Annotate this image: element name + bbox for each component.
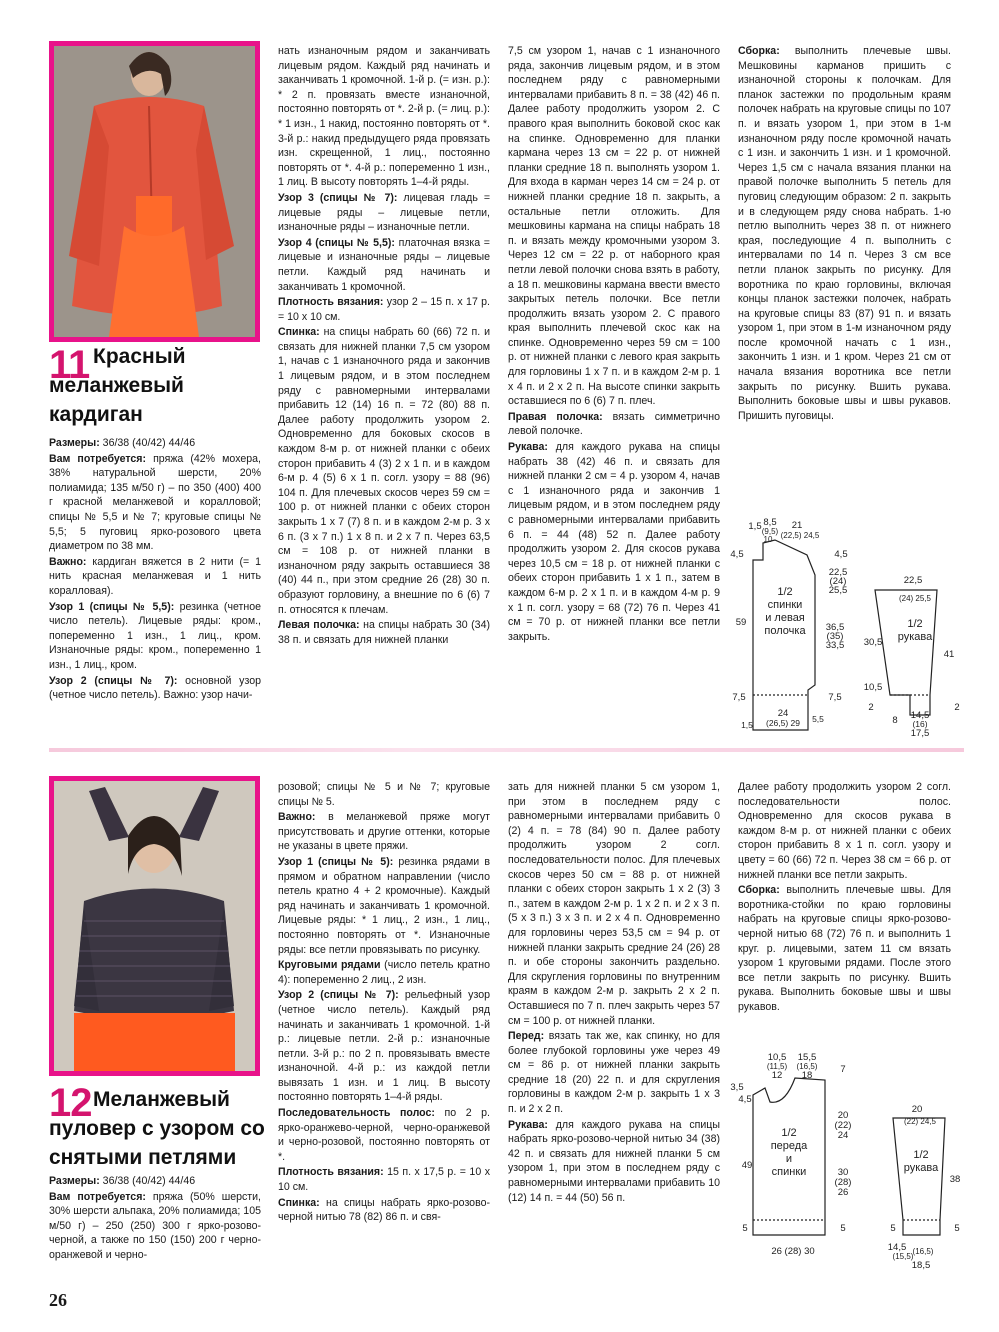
piece-label-line: рукава xyxy=(903,1162,939,1174)
paragraph-heading: Перед: xyxy=(508,1030,545,1043)
paragraph-text: 36/38 (40/42) 44/46 xyxy=(99,1175,196,1187)
dim-label: 14,5 xyxy=(887,1242,907,1253)
dim-label: 30 xyxy=(837,1167,849,1178)
dim-label: (26,5) 29 xyxy=(765,718,801,728)
dim-label: 41 xyxy=(943,649,955,660)
page-number: 26 xyxy=(49,1290,67,1310)
instruction-paragraph xyxy=(508,780,720,1028)
dim-label: 4,5 xyxy=(738,1094,752,1105)
paragraph-text: резинка рядами в прямом и обратном направлении (число петель кратно 4 + 2 кромочные). Каждый ряд начинать и заканчивать 1 кромочной. Лицевые ряды: * 1 лиц., 2 изн., 1 лиц., постоянно повторять от *. Изнаночные ряды: все петли провязывать по рисунку. xyxy=(278,855,490,956)
dim-label: 15,5 xyxy=(797,1052,817,1063)
paragraph-text: платочная вязка = лицевые и изнаночные ряды – лицевые петли. Каждый ряд начинать и заканчивать 1 кромочной. xyxy=(278,236,490,293)
paragraph-text: (число петель кратно 4): попеременно 2 лиц., 2 изн. xyxy=(278,959,490,986)
instruction-paragraph xyxy=(278,855,490,957)
dim-label: 20 xyxy=(911,1104,923,1115)
instruction-paragraph xyxy=(738,44,951,423)
piece-label xyxy=(771,1127,808,1178)
paragraph-text: розовой; спицы № 5 и № 7; круговые спицы № 5. xyxy=(278,781,490,808)
paragraph-text: лицевая гладь = лицевые ряды – лицевые петли, изнаночные ряды – изнаночные петли. xyxy=(278,191,490,234)
dim-label: 49 xyxy=(741,1160,753,1171)
instruction-paragraph xyxy=(278,958,490,987)
paragraph-heading: Важно: xyxy=(278,811,316,824)
piece-label xyxy=(764,586,806,637)
photo-melange-pullover xyxy=(49,776,260,1076)
paragraph-text: Далее работу продолжить узором 2 согл. последовательности полос. Одновременно для скосов рукава в каждом 8-м р. от нижней планки с обеих сторон прибавить 8 х 1 п. согл. узору и цвету = 60 (66) 72 п. Через 38 см = 66 р. от нижней планки все петли закрыть. xyxy=(738,781,951,881)
instruction-paragraph xyxy=(508,44,720,409)
pattern-title-line: Красный xyxy=(93,345,186,368)
dim-label: (22,5) 24,5 xyxy=(780,531,820,540)
instruction-paragraph xyxy=(49,1174,261,1189)
dim-label: 20 xyxy=(837,1110,849,1121)
instruction-paragraph xyxy=(278,1165,490,1194)
dim-label: 14,5 xyxy=(910,710,930,721)
piece-label-line: спинки xyxy=(767,599,803,611)
piece-label-line: 1/2 xyxy=(913,1149,929,1161)
dim-label: 59 xyxy=(735,617,747,628)
dim-label: (35) xyxy=(826,631,844,642)
paragraph-heading: Размеры: xyxy=(49,1175,100,1187)
paragraph-heading: Узор 1 (спицы № 5,5): xyxy=(49,600,175,613)
paragraph-heading: Вам потребуется: xyxy=(49,452,147,465)
dim-label: 2 xyxy=(954,702,960,713)
instruction-paragraph xyxy=(278,618,490,647)
dim-label: (22) xyxy=(834,1120,852,1131)
dim-label: 7,5 xyxy=(828,692,842,703)
dim-label: 5 xyxy=(890,1223,896,1234)
dim-label: 7,5 xyxy=(732,692,746,703)
dim-label: (16) xyxy=(912,719,928,729)
paragraph-text: резинка (четное число петель). Лицевые ряды: кром., попеременно 1 изн., 1 лиц., кром. Изнаночные ряды: кром., попеременно 1 изн., 1 лиц., кром. xyxy=(49,600,261,671)
paragraph-heading: Рукава: xyxy=(508,1118,548,1131)
instructions-column xyxy=(278,780,490,1226)
instruction-paragraph xyxy=(278,1106,490,1164)
dim-label: 4,5 xyxy=(834,549,848,560)
dim-label: (22) 24,5 xyxy=(903,1117,937,1126)
dim-label: 5 xyxy=(840,1223,846,1234)
instructions-column xyxy=(738,780,951,1016)
paragraph-heading: Сборка: xyxy=(738,45,780,57)
paragraph-text: основной узор (четное число петель). Важно: узор начи- xyxy=(49,674,261,702)
schematic-cardigan xyxy=(725,515,970,745)
paragraph-text: нать изнаночным рядом и заканчивать лицевым рядом. Каждый ряд начинать и заканчивать 1 кромочной. 1-й р. (= изн. р.): * 2 п. провязать вместе изнаночной, постоянно повторять от *. 2-й р. (= лиц. р.): * 1 изн., 1 накид, постоянно повторять от *. 3-й р.: накид предыдущего ряда провязать изн. скрещенной, 1 лиц., постоянно повторять от *. 4-й р.: попеременно 1 изн., 1 лиц. В высоту повторять 1–4-й ряды. xyxy=(278,45,490,189)
dim-label: 26 (28) 30 xyxy=(771,1246,815,1257)
instruction-paragraph xyxy=(508,440,720,644)
dim-label: 18,5 xyxy=(911,1260,931,1271)
piece-label-line: 1/2 xyxy=(777,586,793,598)
paragraph-text: для каждого рукава на спицы набрать ярко-розово-черной нитью 34 (38) 42 п. и связать для нижней планки 5 см узором 1, при этом в последнем ряду с равномерными интервалами прибавить 10 (12) 14 п. = 44 (50) 56 п. xyxy=(508,1118,720,1204)
instructions-column xyxy=(278,44,490,648)
photo-red-cardigan xyxy=(49,41,260,342)
paragraph-text: по 2 р. ярко-оранжево-черной, черно-оранжевой и черно-розовой, постоянно повторять от *. xyxy=(278,1107,490,1163)
dim-label: 22,5 xyxy=(828,567,848,578)
instructions-column xyxy=(49,436,261,704)
dim-label: 26 xyxy=(837,1187,849,1198)
piece-label xyxy=(904,1149,939,1174)
paragraph-heading: Вам потребуется: xyxy=(49,1190,146,1203)
piece-label-line: и xyxy=(785,1153,793,1165)
instructions-column xyxy=(49,1174,261,1264)
model-illustration xyxy=(54,46,255,337)
section-divider xyxy=(49,748,964,752)
paragraph-text: пряжа (50% шерсти, 30% шерсти альпака, 20% полиамида; 105 м/50 г) – 250 (250) 300 г ярко-розово-черной, а также по 150 (150) 200 г черно-оранжевой и черно- xyxy=(49,1190,261,1261)
paragraph-heading: Узор 2 (спицы № 7): xyxy=(49,674,178,687)
instruction-paragraph xyxy=(49,436,261,451)
instruction-paragraph xyxy=(278,1196,490,1225)
paragraph-heading: Спинка: xyxy=(278,326,320,339)
dim-label: 10,5 xyxy=(767,1052,787,1063)
instruction-paragraph xyxy=(508,1118,720,1206)
piece-label xyxy=(898,618,933,643)
dim-label: 1,5 xyxy=(741,720,753,730)
dim-label: 24 xyxy=(777,708,789,719)
dim-label: 5 xyxy=(742,1223,748,1234)
paragraph-heading: Узор 3 (спицы № 7): xyxy=(278,191,398,204)
instruction-paragraph xyxy=(278,191,490,235)
paragraph-heading: Размеры: xyxy=(49,437,100,449)
instruction-paragraph xyxy=(49,555,261,599)
dim-label: 30,5 xyxy=(863,637,883,648)
dim-label: (9,5) xyxy=(761,527,779,536)
paragraph-heading: Узор 1 (спицы № 5): xyxy=(278,855,394,868)
paragraph-heading: Правая полочка: xyxy=(508,410,603,423)
dim-label: 36,5 xyxy=(825,622,845,633)
paragraph-heading: Узор 4 (спицы № 5,5): xyxy=(278,236,395,249)
paragraph-text: выполнить плечевые швы. Мешковины карманов пришить с изнаночной стороны к полочкам. Для планок застежки по продольным краям полочек набрать на круговые спицы по 107 п. и вязать узором 1, при этом в 1-м изнаночном ряду после кромочной начать с 1 изн. и закончить 1 изн. и 1 кромочной. Через 1,5 см с начала вязания планки на правой полочке выполнить 5 петель для пуговиц следующим образом: 2 п. закрыть и в следующем ряду снова набрать. 1-ю петлю выполнить через 38 п. от нижнего края, последующие 4 п. выполнить с интервалами по 14 п. Через 3 см все петли планок закрыть по рисунку. Для воротника по краю горловины, включая концы планок застежки полочек, набрать на круговые спицы 83 (87) 91 п. и вязать узором 1, при этом в 1-м изнаночном ряду после кромочной начать с 1 изн., закончить 1 изн. и 1 кром. Через 21 см от начала вязания воротника все петли закрыть по рисунку. Вшить рукава. Выполнить боковые швы и швы рукавов. Пришить пуговицы. xyxy=(738,45,951,422)
piece-label-line: спинки xyxy=(771,1166,807,1178)
instruction-paragraph xyxy=(278,44,490,190)
piece-label-line: переда xyxy=(770,1140,808,1152)
instruction-paragraph xyxy=(508,1029,720,1117)
paragraph-heading: Узор 2 (спицы № 7): xyxy=(278,989,399,1002)
paragraph-heading: Последовательность полос: xyxy=(278,1107,435,1120)
dim-label: 4,5 xyxy=(730,549,744,560)
instruction-paragraph xyxy=(278,295,490,324)
instruction-paragraph xyxy=(738,883,951,1014)
dim-label: (15,5) xyxy=(892,1252,914,1261)
instruction-paragraph xyxy=(49,600,261,673)
piece-label-line: рукава xyxy=(897,631,933,643)
pattern-number: 12 xyxy=(49,1081,92,1125)
dim-label: 1,5 xyxy=(748,521,762,532)
paragraph-text: выполнить плечевые швы. Для воротника-стойки по краю горловины набрать на круговые спицы ярко-розово-черной нитью 68 (72) 76 п. и выполнить 1 круг. р. лицевыми, затем 11 см вязать узором 1 круговыми рядами. После этого все петли закрыть по рисунку. Вшить рукава. Выполнить боковые швы и швы рукавов. xyxy=(738,884,951,1013)
paragraph-text: на спицы набрать ярко-розово-черной нитью 78 (82) 86 п. и свя- xyxy=(278,1196,490,1224)
dim-label: 10,5 xyxy=(863,682,883,693)
dim-label: 21 xyxy=(791,520,803,531)
paragraph-heading: Сборка: xyxy=(738,884,780,897)
instructions-column xyxy=(508,780,720,1206)
instruction-paragraph xyxy=(278,988,490,1105)
pattern-title-line: Меланжевый xyxy=(93,1088,230,1111)
dim-label: 3,5 xyxy=(730,1082,744,1093)
dim-label: 10 xyxy=(763,535,773,544)
paragraph-heading: Плотность вязания: xyxy=(278,296,384,309)
pattern-title-line: пуловер с узором со xyxy=(49,1117,265,1140)
instruction-paragraph xyxy=(278,236,490,294)
paragraph-text: 7,5 см узором 1, начав с 1 изнаночного ряда, закончив лицевым рядом, и в этом последнем ряду с равномерными интервалами прибавить 8 п. = 38 (42) 46 п. Далее работу продолжить узором 2. С правого края выполнить боковой скос как на спинке. Одновременно для планки кармана через 13 см = 22 р. от нижней планки средние 18 п. выполнять узором 1. Для входа в карман через 14 см = 24 р. от нижней планки средние 18 п. закрыть, а остальные петли отложить. Для мешковины кармана на спицы набрать 18 п. и вязать между кромочными узором 3. Через 12 см = 22 р. от наборного края петли левой полочки снова взять в работу, а 18 п. мешковины кармана ввести вместо закрытых петель полочки. Все петли продолжить вязать узором 2. С правого края выполнить плечевой скос как на спинке. Одновременно через 59 см = 100 р. от нижней планки с левого края закрыть для горловины 1 х 7 п. и в каждом 2-м р. 1 х 4 п. и 2 х 2 п. На высоте спинки закрыть оставшиеся по 6 (6) 7 п. плеч. xyxy=(508,45,720,408)
dim-label: 25,5 xyxy=(828,585,848,596)
dim-label: (16,5) xyxy=(912,1247,934,1256)
piece-label-line: 1/2 xyxy=(907,618,923,630)
pattern-title-line: снятыми петлями xyxy=(49,1146,237,1169)
instruction-paragraph xyxy=(278,780,490,809)
paragraph-text: пряжа (42% мохера, 38% натуральной шерсти, 20% полиамида; 135 м/50 г) – по 350 (400) 400 г красной меланжевой и коралловой; спицы № 5,5 и № 7; круговые спицы № 5,5; 5 пуговиц ярко-розового цвета диаметром по 38 мм. xyxy=(49,452,261,553)
paragraph-text: зать для нижней планки 5 см узором 1, при этом в последнем ряду с равномерными интервалами прибавить 0 (2) 4 п. = 78 (84) 90 п. Далее работу продолжить узором 2 согл. последовательности полос. Для плечевых скосов через 50 см = 88 р. от нижней планки с обеих сторон закрыть 1 х 2 (3) 3 п., затем в каждом 2-м р. 1 х 2 п. и 2 х 3 п. (5 х 3 п.) 3 х 3 п. и 2 х 4 п. Одновременно для горловины через 53,5 см = 94 р. от нижней планки закрыть средние 24 (26) 28 п. и обе стороны закончить раздельно. Для скругления горловины по внутренним краям в каждом 2-м р. закрыть 2 х 2 п. Оставшиеся по 7 п. плеч закрыть через 57 см = 100 р. от нижней планки. xyxy=(508,781,720,1027)
instruction-paragraph xyxy=(278,810,490,854)
paragraph-text: для каждого рукава на спицы набрать 38 (42) 46 п. и связать для нижней планки 2 см = 4 р. узором 4, начав с 1 изнаночного ряда и закончив 1 лицевым рядом, и в этом последнем ряду с равномерными интервалами прибавить 6 п. = 44 (48) 52 п. Далее работу продолжить узором 2. Для скосов рукава через 10,5 см = 18 р. от нижней планки с обеих сторон прибавить 1 х 1 п., затем в каждом 6-м р. 2 х 1 п. и в каждом 4-м р. 9 х 1 п. согл. узору = 68 (72) 76 п. Через 41 см = 70 р. от нижней планки все петли закрыть. xyxy=(508,441,720,643)
dim-label: 38 xyxy=(949,1174,961,1185)
schematic-pullover xyxy=(725,1050,970,1280)
instructions-column xyxy=(738,44,951,424)
dim-label: 5,5 xyxy=(812,714,824,724)
instructions-column xyxy=(508,44,720,645)
pattern-title-line: кардиган xyxy=(49,403,143,426)
instruction-paragraph xyxy=(49,452,261,554)
model-illustration xyxy=(54,781,255,1071)
dim-label: 33,5 xyxy=(825,640,845,651)
paragraph-heading: Рукава: xyxy=(508,441,548,454)
piece-label-line: и левая xyxy=(765,612,805,624)
dim-label: 18 xyxy=(801,1070,813,1081)
instruction-paragraph xyxy=(49,674,261,703)
paragraph-text: на спицы набрать 30 (34) 38 п. и связать для нижней планки xyxy=(278,619,490,646)
dim-label: 22,5 xyxy=(903,575,923,586)
dim-label: (24) 25,5 xyxy=(898,594,932,603)
paragraph-text: вязать симметрично левой полочке. xyxy=(508,410,720,438)
paragraph-text: в меланжевой пряже могут присутствовать и другие оттенки, которые не указаны в цвете пряжи. xyxy=(278,811,490,853)
pattern-title-line: меланжевый xyxy=(49,374,184,397)
paragraph-heading: Круговыми рядами xyxy=(278,959,381,972)
dim-label: (11,5) xyxy=(766,1062,788,1071)
paragraph-text: узор 2 – 15 п. х 17 р. = 10 х 10 см. xyxy=(278,296,490,323)
dim-label: 12 xyxy=(771,1070,783,1081)
paragraph-heading: Плотность вязания: xyxy=(278,1166,384,1179)
dim-label: 7 xyxy=(840,1064,846,1075)
paragraph-text: кардиган вяжется в 2 нити (= 1 нить красная меланжевая и 1 нить коралловая). xyxy=(49,555,261,597)
instruction-paragraph xyxy=(508,410,720,439)
instruction-paragraph xyxy=(49,1190,261,1263)
paragraph-text: 15 п. х 17,5 р. = 10 х 10 см. xyxy=(278,1166,490,1194)
paragraph-heading: Важно: xyxy=(49,555,87,568)
dim-label: (28) xyxy=(834,1177,852,1188)
dim-label: (24) xyxy=(829,576,847,587)
piece-label-line: 1/2 xyxy=(781,1127,797,1139)
paragraph-text: 36/38 (40/42) 44/46 xyxy=(99,437,196,449)
dim-label: 8,5 xyxy=(763,517,777,528)
piece-label-line: полочка xyxy=(764,625,806,637)
dim-label: (16,5) xyxy=(796,1062,818,1071)
paragraph-text: рельефный узор (четное число петель). Каждый ряд начинать и заканчивать 1 кромочной. 1-й р.: лицевые петли. 2-й р.: изнаночные петли. 3-й р.: по 2 п. провязывать вместе изнаночной. 4-й р.: из каждой петли вывязать 1 изн. и 1 лиц. В высоту постоянно повторять 1–4-й ряды. xyxy=(278,989,490,1104)
paragraph-heading: Левая полочка: xyxy=(278,619,360,632)
dim-label: 17,5 xyxy=(910,728,930,739)
paragraph-text: на спицы набрать 60 (66) 72 п. и связать для нижней планки 7,5 см узором 1, начав с 1 изнаночного ряда и закончив 1 лицевым рядом, и в этом последнем ряду с равномерными интервалами прибавить 12 (14) 16 п. = 72 (80) 88 п. Далее работу продолжить узором 2. Одновременно для боковых скосов в каждом 8-м р. от нижней планки с обеих сторон прибавить 4 (3) 2 х 1 п. и в каждом 6-м р. 4 (5) 6 х 1 п. согл. узору = 88 (96) 104 п. Для плечевых скосов через 59 см = 100 р. от нижней планки с обеих сторон закрыть 1 х 7 (7) 8 п. и в каждом 2-м р. 3 х 6 п. (3 х 7 п.) 1 х 8 п. и 2 х 7 п. Через 63,5 см = 108 р. от нижней планки в изнаночном ряду закрыть оставшиеся 38 (40) 44 п., при этом средние 26 (28) 30 п. образуют горловину, а внешние по 6 (6) 7 п. относятся к плечам. xyxy=(278,326,490,616)
pattern-number: 11 xyxy=(49,343,90,387)
instruction-paragraph xyxy=(278,325,490,617)
dim-label: 8 xyxy=(892,715,898,726)
paragraph-heading: Спинка: xyxy=(278,1196,320,1209)
instruction-paragraph xyxy=(738,780,951,882)
dim-label: 2 xyxy=(868,702,874,713)
paragraph-text: вязать так же, как спинку, но для более глубокой горловины уже через 49 см = 86 р. от нижней планки закрыть средние 18 (20) 22 п. и для скругления горловины в каждом 2-м р. закрыть 1 х 3 п. и 2 х 2 п. xyxy=(508,1030,720,1116)
dim-label: 24 xyxy=(837,1130,849,1141)
dim-label: 5 xyxy=(954,1223,960,1234)
